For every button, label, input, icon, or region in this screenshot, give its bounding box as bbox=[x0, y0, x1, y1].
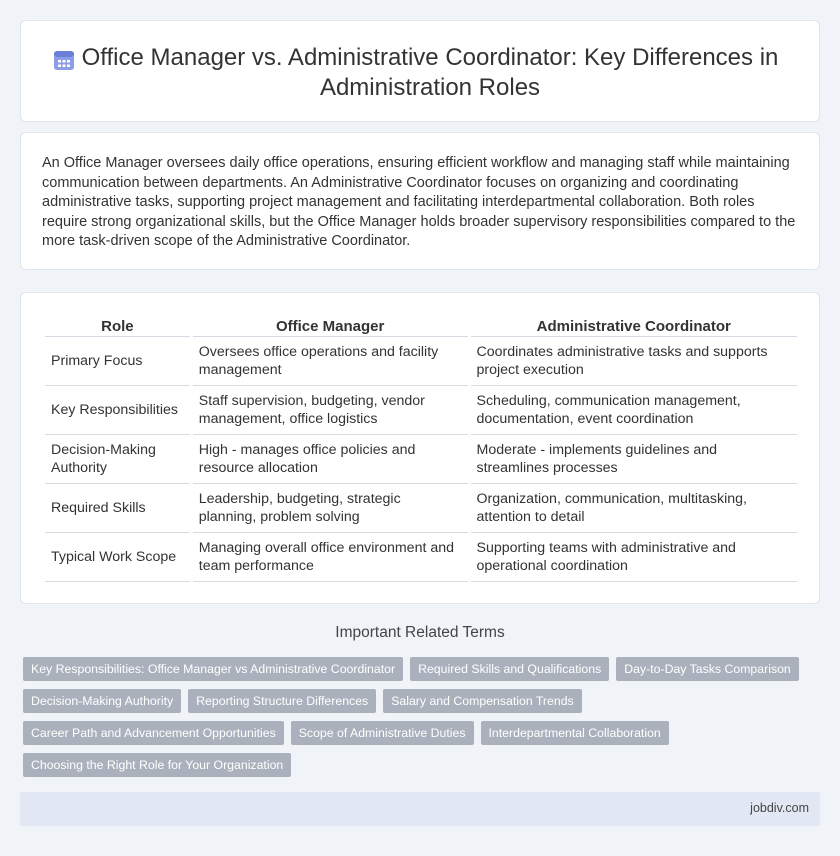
row-label: Decision-Making Authority bbox=[45, 435, 190, 484]
related-term-tag[interactable]: Required Skills and Qualifications bbox=[410, 657, 609, 681]
row-label: Typical Work Scope bbox=[45, 533, 190, 582]
coordinator-cell: Scheduling, communication management, documentation, event coordination bbox=[471, 386, 798, 435]
related-term-tag[interactable]: Scope of Administrative Duties bbox=[291, 721, 474, 745]
row-label: Primary Focus bbox=[45, 337, 190, 386]
header-office-manager: Office Manager bbox=[193, 315, 468, 337]
row-label: Key Responsibilities bbox=[45, 386, 190, 435]
table-row bbox=[45, 337, 797, 386]
intro-card bbox=[20, 132, 820, 270]
coordinator-cell: Organization, communication, multitasking, attention to detail bbox=[471, 484, 798, 533]
comparison-table bbox=[42, 315, 800, 582]
row-label: Required Skills bbox=[45, 484, 190, 533]
related-term-tag[interactable]: Day-to-Day Tasks Comparison bbox=[616, 657, 799, 681]
header-role: Role bbox=[45, 315, 190, 337]
header-card bbox=[20, 20, 820, 122]
office-manager-cell: Managing overall office environment and team performance bbox=[193, 533, 468, 582]
table-row bbox=[45, 435, 797, 484]
coordinator-cell: Moderate - implements guidelines and streamlines processes bbox=[471, 435, 798, 484]
table-header-row bbox=[45, 315, 797, 337]
header-administrative-coordinator: Administrative Coordinator bbox=[471, 315, 798, 337]
related-terms-title: Important Related Terms bbox=[335, 624, 505, 641]
related-terms-tags bbox=[23, 657, 813, 777]
related-term-tag[interactable]: Reporting Structure Differences bbox=[188, 689, 376, 713]
office-manager-cell: Staff supervision, budgeting, vendor management, office logistics bbox=[193, 386, 468, 435]
office-manager-cell: High - manages office policies and resource allocation bbox=[193, 435, 468, 484]
table-row bbox=[45, 484, 797, 533]
footer-site-link[interactable]: jobdiv.com bbox=[750, 801, 809, 815]
intro-text: An Office Manager oversees daily office operations, ensuring efficient workflow and managing staff while maintaining communication between departments. An Administrative Coordinator focuses on organizing and coordinating administrative tasks, supporting project management and facilitating interdepartmental collaboration. Both roles require strong organizational skills, but the Office Manager holds broader supervisory responsibilities compared to the more task-driven scope of the Administrative Coordinator. bbox=[42, 155, 796, 250]
related-term-tag[interactable]: Choosing the Right Role for Your Organization bbox=[23, 753, 291, 777]
related-term-tag[interactable]: Salary and Compensation Trends bbox=[383, 689, 582, 713]
related-term-tag[interactable]: Decision-Making Authority bbox=[23, 689, 181, 713]
comparison-card bbox=[20, 292, 820, 604]
coordinator-cell: Supporting teams with administrative and operational coordination bbox=[471, 533, 798, 582]
table-row bbox=[45, 533, 797, 582]
office-manager-cell: Oversees office operations and facility management bbox=[193, 337, 468, 386]
related-term-tag[interactable]: Career Path and Advancement Opportunities bbox=[23, 721, 284, 745]
related-term-tag[interactable]: Key Responsibilities: Office Manager vs Administrative Coordinator bbox=[23, 657, 403, 681]
related-term-tag[interactable]: Interdepartmental Collaboration bbox=[481, 721, 669, 745]
office-manager-cell: Leadership, budgeting, strategic planning, problem solving bbox=[193, 484, 468, 533]
table-row bbox=[45, 386, 797, 435]
coordinator-cell: Coordinates administrative tasks and supports project execution bbox=[471, 337, 798, 386]
footer bbox=[20, 792, 820, 826]
page-title: Office Manager vs. Administrative Coordinator: Key Differences in Administration Roles bbox=[81, 44, 779, 101]
